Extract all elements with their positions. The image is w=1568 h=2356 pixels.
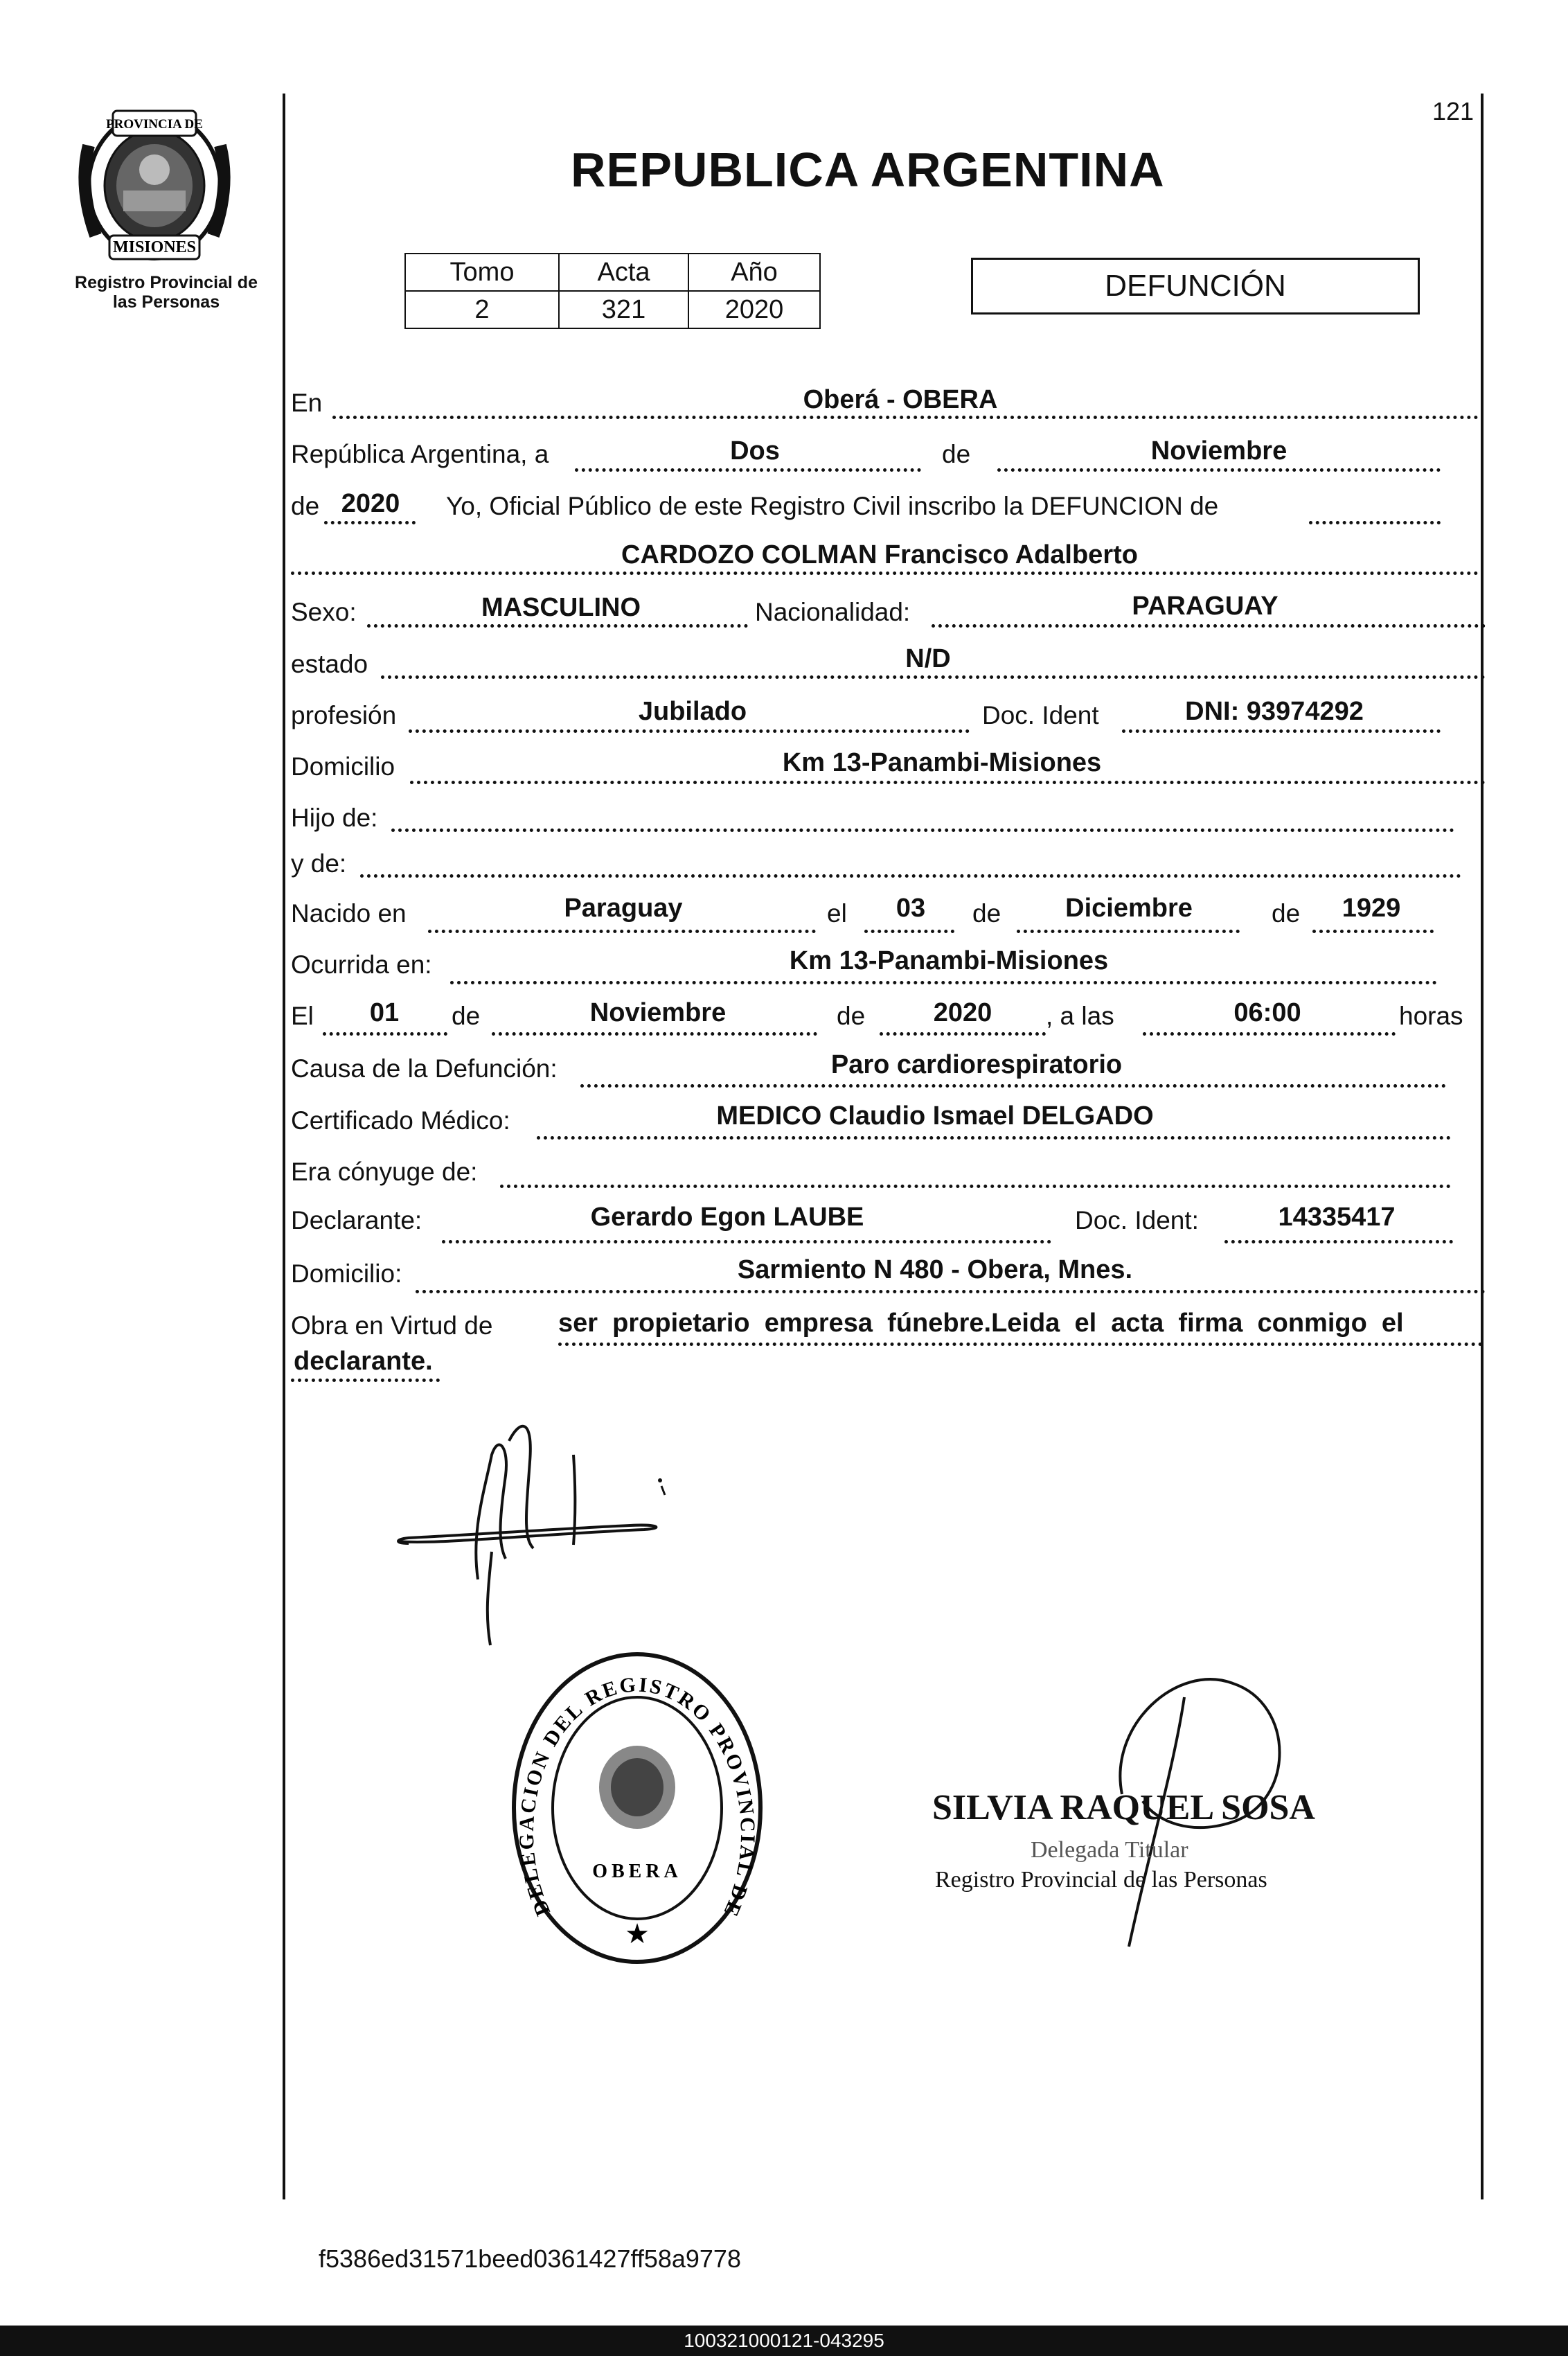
y-de-dotted-line: [360, 874, 1461, 878]
deceased-dotted-line: [291, 572, 1479, 575]
estado-value: N/D: [905, 644, 951, 673]
declarant-signature: [395, 1406, 706, 1656]
ocurrida-label: Ocurrida en:: [291, 950, 432, 979]
domicilio2-value: Sarmiento N 480 - Obera, Mnes.: [737, 1255, 1133, 1284]
certificado-dotted-line: [537, 1136, 1451, 1140]
official-name: SILVIA RAQUEL SOSA: [932, 1788, 1315, 1827]
death-time-value: 06:00: [1233, 998, 1301, 1027]
birth-year-value: 1929: [1342, 894, 1401, 923]
record-type: DEFUNCIÓN: [1105, 269, 1286, 303]
conyuge-dotted-line: [500, 1185, 1451, 1188]
acta-value: 321: [559, 291, 688, 328]
seal-ring-top-text: PROVINCIA DE: [106, 117, 203, 132]
document-hash: f5386ed31571beed0361427ff58a9778: [319, 2244, 741, 2273]
svg-text:★: ★: [625, 1918, 650, 1950]
causa-label: Causa de la Defunción:: [291, 1054, 558, 1083]
profesion-label: profesión: [291, 701, 397, 729]
birth-day-dotted-line: [864, 930, 954, 933]
obra-label: Obra en Virtud de: [291, 1311, 493, 1340]
deceased-name-value: CARDOZO COLMAN Francisco Adalberto: [621, 540, 1138, 569]
right-border-line: [1481, 94, 1484, 2199]
registry-line-1: Registro Provincial de: [75, 273, 258, 292]
alas-label: , a las: [1046, 1002, 1114, 1030]
el2-label: El: [291, 1002, 314, 1030]
estado-label: estado: [291, 650, 368, 678]
death-day-value: 01: [369, 998, 400, 1027]
estado-dotted-line: [381, 675, 1486, 679]
birth-year-dotted-line: [1312, 930, 1434, 933]
barcode-text: 100321000121-043295: [684, 2330, 884, 2351]
sexo-label: Sexo:: [291, 598, 357, 626]
de-label-6: de: [837, 1002, 866, 1030]
stamp-city: OBERA: [592, 1861, 682, 1882]
year-dotted-line: [324, 521, 416, 524]
nacionalidad-value: PARAGUAY: [1132, 592, 1279, 621]
de-label-3: de: [972, 899, 1001, 928]
doc-ident-value: DNI: 93974292: [1185, 697, 1364, 726]
birth-day-value: 03: [896, 894, 926, 923]
profesion-dotted-line: [409, 729, 970, 733]
sexo-value: MASCULINO: [481, 593, 641, 622]
death-time-dotted-line: [1143, 1032, 1396, 1036]
de-label-2: de: [291, 492, 320, 520]
domicilio-dotted-line: [410, 781, 1486, 784]
hijo-label: Hijo de:: [291, 804, 378, 832]
place-value: Oberá - OBERA: [803, 385, 998, 414]
death-year-value: 2020: [933, 998, 992, 1027]
sexo-dotted-line: [367, 624, 748, 628]
tomo-header: Tomo: [405, 254, 559, 291]
doc-ident-label: Doc. Ident: [982, 701, 1099, 729]
ocurrida-dotted-line: [450, 981, 1437, 984]
delegation-stamp: [509, 1649, 765, 1967]
causa-value: Paro cardiorespiratorio: [830, 1050, 1123, 1079]
official-role: Delegada Titular: [1031, 1837, 1188, 1863]
certificado-label: Certificado Médico:: [291, 1106, 510, 1135]
conyuge-label: Era cónyuge de:: [291, 1158, 478, 1186]
obra-dotted-line2: [291, 1379, 440, 1382]
domicilio2-label: Domicilio:: [291, 1259, 402, 1288]
obra-text-line1: ser propietario empresa fúnebre.Leida el acta firma conmigo el: [558, 1309, 1404, 1338]
stamp-ring-text: DELEGACION DEL REGISTRO PROVINCIAL DE: [515, 1673, 760, 1922]
yo-dotted-line: [1309, 521, 1441, 524]
provincial-seal-logo: [75, 104, 234, 263]
day-text-value: Dos: [730, 436, 780, 466]
obra-text-line2: declarante.: [294, 1347, 433, 1376]
place-dotted-line: [332, 416, 1479, 419]
republica-label: República Argentina, a: [291, 440, 549, 468]
domicilio2-dotted-line: [416, 1290, 1486, 1293]
doc-ident2-label: Doc. Ident:: [1075, 1206, 1199, 1234]
tomo-value: 2: [405, 291, 559, 328]
yo-label: Yo, Oficial Público de este Registro Civil inscribo la DEFUNCION de: [446, 492, 1219, 520]
certificado-value: MEDICO Claudio Ismael DELGADO: [716, 1101, 1154, 1131]
nacido-en-value: Paraguay: [564, 894, 683, 923]
declarante-value: Gerardo Egon LAUBE: [590, 1203, 864, 1232]
declarante-dotted-line: [442, 1240, 1051, 1243]
page-number: 121: [1432, 97, 1475, 125]
declarante-label: Declarante:: [291, 1206, 422, 1234]
month-dotted-line: [997, 468, 1441, 472]
record-number-table: [404, 253, 821, 329]
birth-month-value: Diciembre: [1065, 894, 1193, 923]
hijo-dotted-line: [391, 829, 1454, 832]
anio-value: 2020: [688, 291, 820, 328]
doc-ident2-value: 14335417: [1278, 1203, 1396, 1232]
doc-ident-dotted-line: [1122, 729, 1441, 733]
ocurrida-value: Km 13-Panambi-Misiones: [789, 946, 1109, 975]
de-label-5: de: [452, 1002, 481, 1030]
profesion-value: Jubilado: [638, 697, 747, 726]
day-dotted-line: [575, 468, 921, 472]
de-label-1: de: [942, 440, 971, 468]
left-border-line: [283, 94, 285, 2199]
birth-month-dotted-line: [1017, 930, 1240, 933]
registry-line-2: las Personas: [112, 292, 220, 312]
nacido-label: Nacido en: [291, 899, 407, 928]
el-label: el: [827, 899, 847, 928]
death-day-dotted-line: [323, 1032, 447, 1036]
death-month-value: Noviembre: [589, 998, 727, 1027]
nacionalidad-dotted-line: [932, 624, 1486, 628]
seal-ring-bottom-text: MISIONES: [112, 238, 197, 256]
nacido-dotted-line: [428, 930, 816, 933]
registry-caption: [62, 274, 270, 312]
month-text-value: Noviembre: [1150, 436, 1288, 466]
nacionalidad-label: Nacionalidad:: [755, 598, 911, 626]
doc-ident2-dotted-line: [1224, 1240, 1453, 1243]
domicilio-value: Km 13-Panambi-Misiones: [782, 748, 1102, 777]
death-month-dotted-line: [492, 1032, 817, 1036]
obra-dotted-line1: [558, 1343, 1483, 1346]
barcode-strip: [0, 2326, 1568, 2356]
record-type-box: [971, 258, 1420, 315]
y-de-label: y de:: [291, 849, 347, 878]
anio-header: Año: [688, 254, 820, 291]
official-office: Registro Provincial de las Personas: [935, 1867, 1267, 1893]
page-title: REPUBLICA ARGENTINA: [571, 143, 1165, 197]
death-year-dotted-line: [880, 1032, 1046, 1036]
domicilio-label: Domicilio: [291, 752, 395, 781]
horas-label: horas: [1399, 1002, 1463, 1030]
de-label-4: de: [1272, 899, 1301, 928]
causa-dotted-line: [580, 1084, 1446, 1088]
acta-header: Acta: [559, 254, 688, 291]
year-value: 2020: [341, 489, 400, 518]
en-label: En: [291, 389, 323, 417]
